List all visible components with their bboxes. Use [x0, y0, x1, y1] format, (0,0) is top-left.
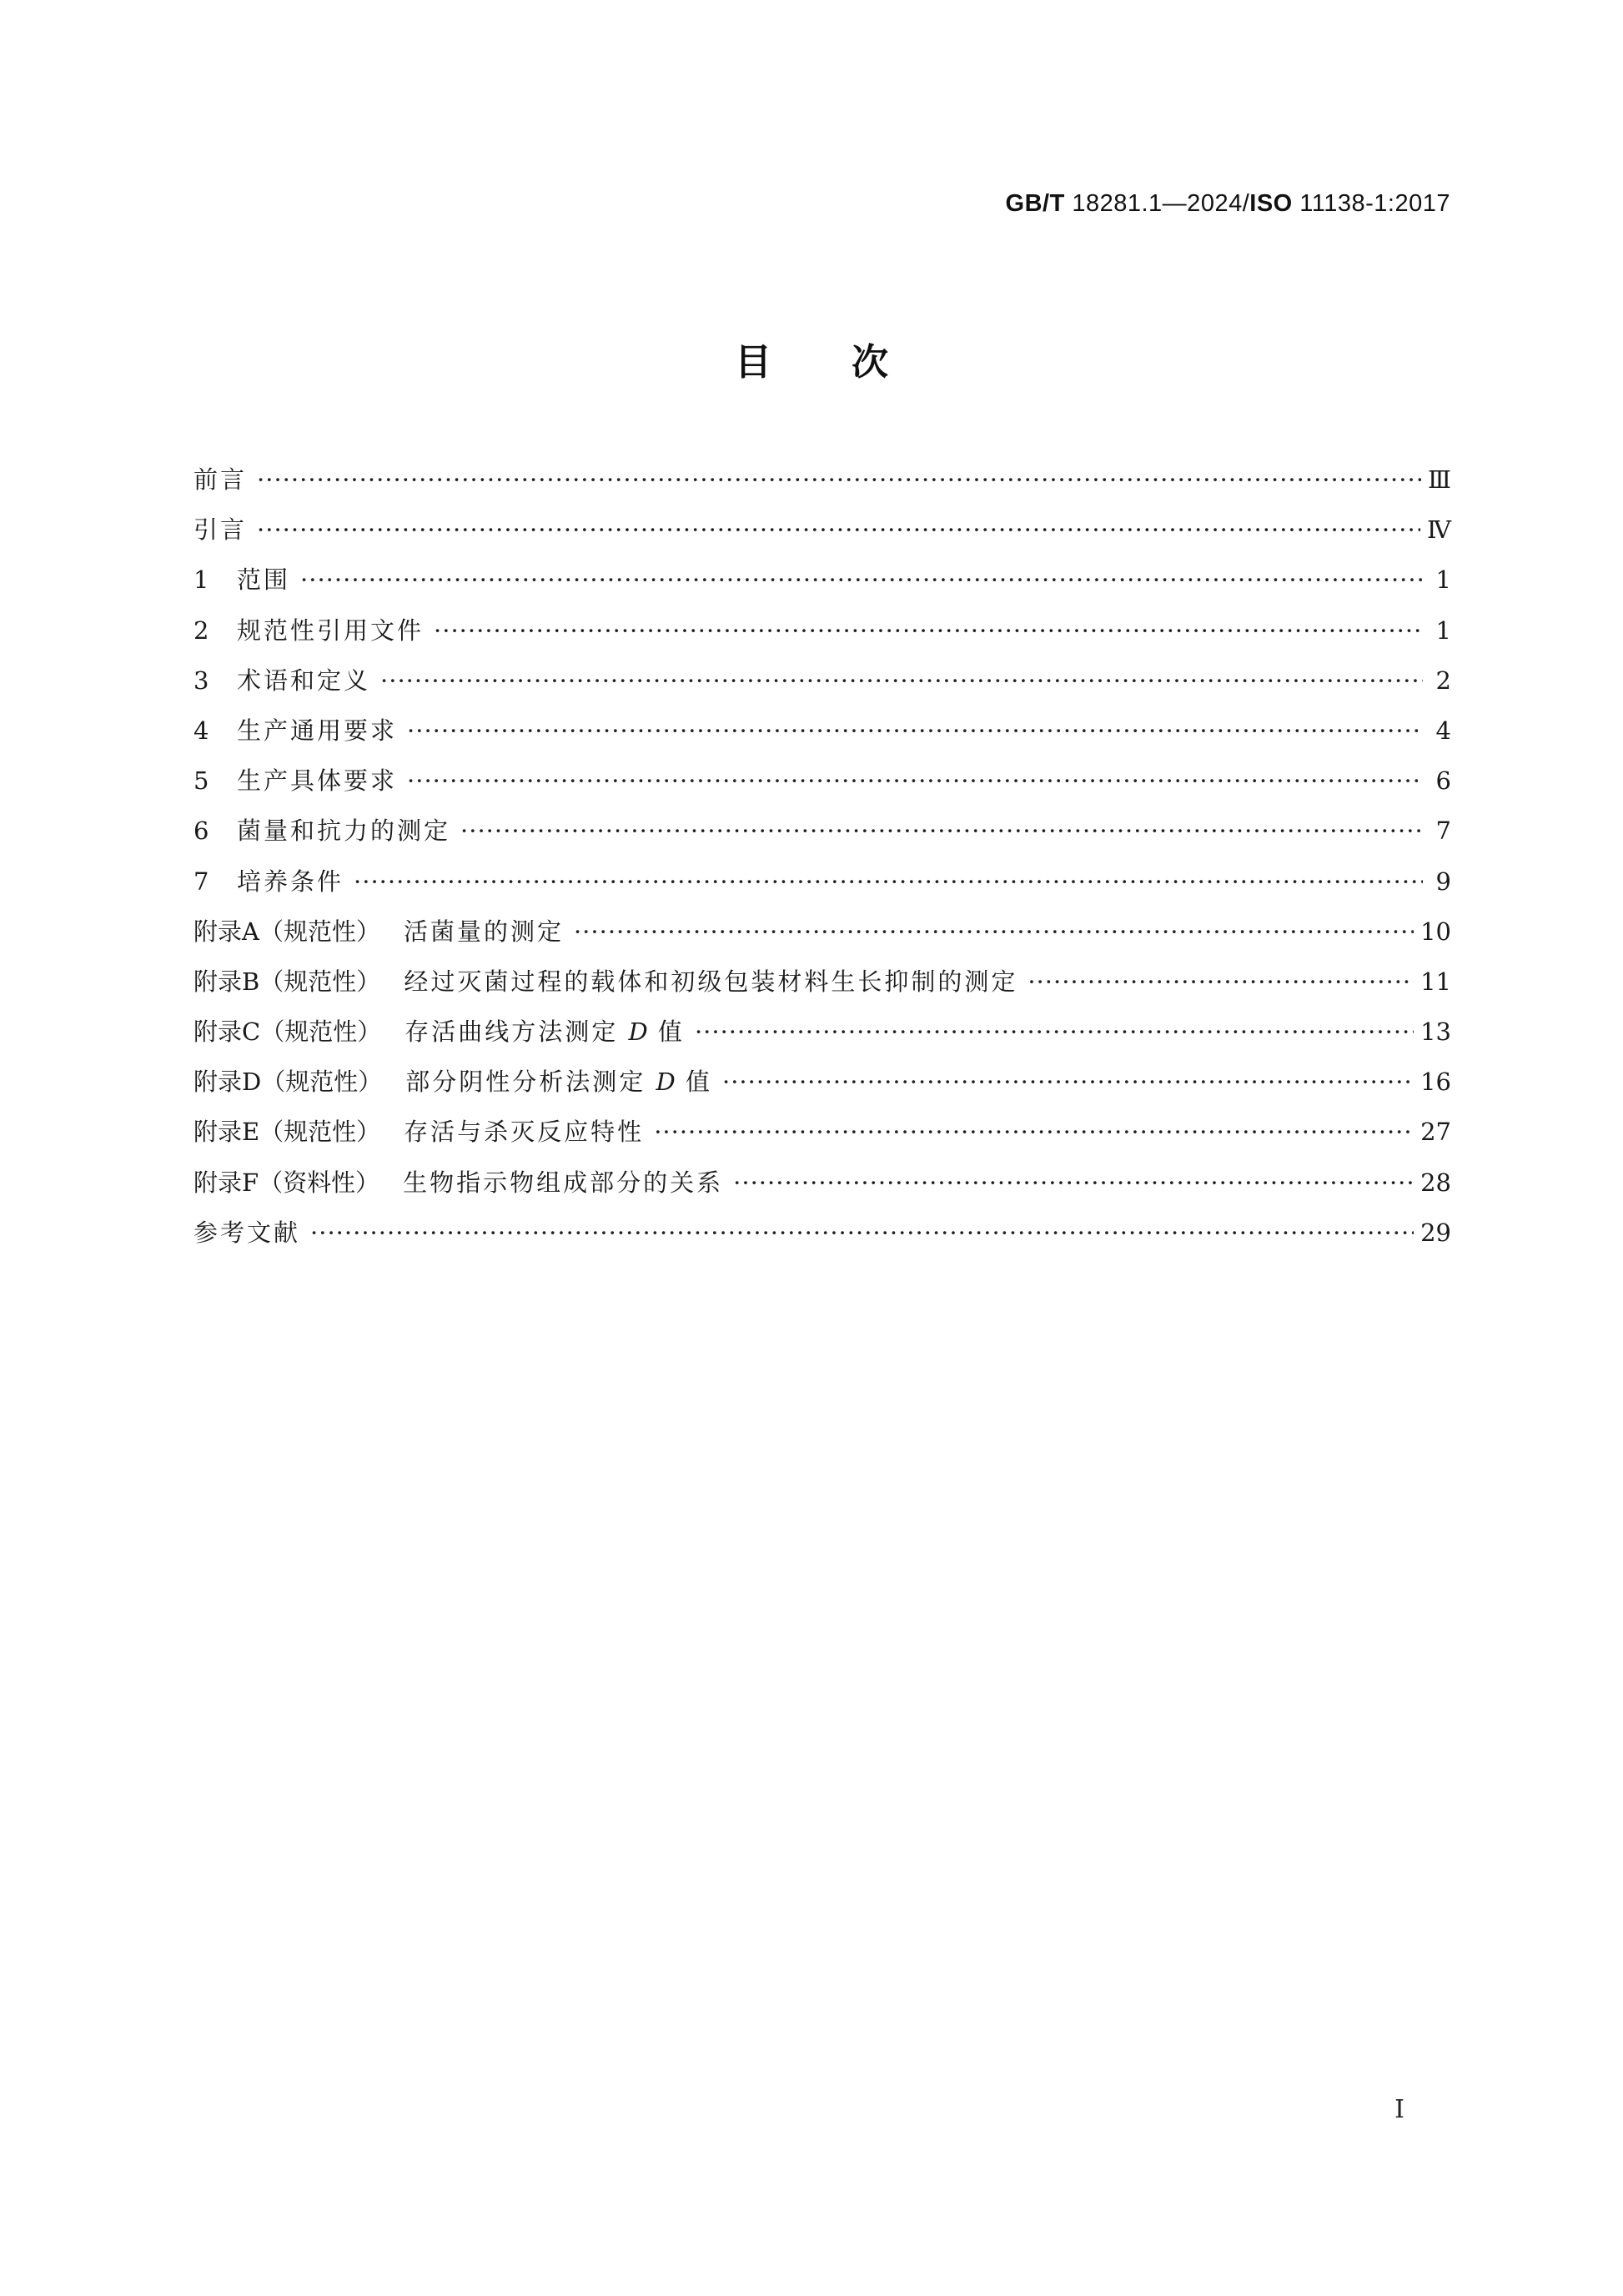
- toc-appendix-tag: 附录C（规范性）: [193, 1017, 382, 1047]
- toc-entry-label: 参考文献: [193, 1218, 301, 1247]
- toc-entry-label: 术语和定义: [237, 666, 371, 695]
- toc-entry-label: 存活与杀灭反应特性: [404, 1118, 645, 1147]
- toc-dot-leader: [354, 865, 1423, 898]
- toc-entry-section-5[interactable]: [193, 764, 1451, 814]
- toc-dot-leader: [733, 1166, 1414, 1199]
- toc-entry-section-4[interactable]: [193, 714, 1451, 764]
- toc-entry-number: 7: [193, 867, 209, 896]
- toc-label-text: 存活曲线方法测定: [404, 1017, 619, 1047]
- toc-dot-leader: [460, 814, 1423, 847]
- toc-entry-appendix-a[interactable]: [193, 915, 1451, 965]
- toc-dot-leader: [407, 714, 1423, 747]
- toc-dot-leader: [1028, 965, 1414, 998]
- toc-entry-number: 4: [193, 716, 209, 745]
- toc-appendix-tag: 附录A（规范性）: [193, 917, 380, 946]
- toc-entry-label: 引言: [193, 515, 248, 545]
- toc-label-text: 部分阴性分析法测定: [405, 1068, 646, 1097]
- toc-entry-page: 1: [1435, 615, 1451, 645]
- toc-entry-section-3[interactable]: [193, 664, 1451, 714]
- toc-entry-page: 4: [1435, 716, 1451, 745]
- toc-entry-section-2[interactable]: [193, 614, 1451, 664]
- toc-entry-label: 活菌量的测定: [403, 917, 564, 946]
- toc-appendix-tag: 附录B（规范性）: [193, 967, 381, 996]
- toc-entry-section-1[interactable]: [193, 563, 1451, 613]
- toc-label-symbol: D: [656, 1068, 676, 1097]
- toc-entry-label: 生产通用要求: [237, 716, 398, 745]
- toc-dot-leader: [380, 664, 1423, 697]
- toc-entry-page: 2: [1435, 666, 1451, 695]
- toc-dot-leader: [654, 1115, 1414, 1148]
- toc-entry-page: 28: [1420, 1168, 1451, 1197]
- toc-entry-number: 6: [193, 816, 209, 846]
- toc-entry-foreword[interactable]: [193, 463, 1451, 513]
- toc-entry-page: Ⅲ: [1428, 465, 1451, 494]
- toc-entry-section-6[interactable]: [193, 814, 1451, 864]
- toc-label-text: 值: [685, 1068, 712, 1097]
- toc-entry-page: Ⅳ: [1427, 515, 1451, 545]
- standard-prefix: GB/T: [1005, 190, 1065, 217]
- toc-entry-appendix-e[interactable]: [193, 1115, 1451, 1165]
- page-title: 目次: [735, 341, 968, 384]
- toc-entry-appendix-c[interactable]: [193, 1015, 1451, 1065]
- toc-entry-label: 生产具体要求: [237, 766, 398, 796]
- standard-number: 18281.1—2024/: [1072, 190, 1250, 217]
- toc-dot-leader: [310, 1216, 1414, 1249]
- toc-entry-number: 5: [193, 766, 209, 796]
- standard-code: [1006, 190, 1450, 218]
- toc-entry-label: 规范性引用文件: [237, 615, 425, 645]
- toc-entry-page: 6: [1435, 766, 1451, 796]
- toc-entry-page: 27: [1420, 1118, 1451, 1147]
- toc-entry-number: 1: [193, 565, 209, 595]
- toc-entry-label: 菌量和抗力的测定: [237, 816, 451, 846]
- toc-entry-page: 13: [1420, 1017, 1451, 1047]
- toc-dot-leader: [695, 1015, 1414, 1048]
- toc-dot-leader: [434, 614, 1423, 647]
- toc-entry-page: 29: [1420, 1218, 1451, 1247]
- toc-entry-appendix-d[interactable]: [193, 1065, 1451, 1115]
- toc-dot-leader: [257, 513, 1420, 546]
- toc-entry-label: 范围: [237, 565, 291, 595]
- toc-appendix-tag: 附录F（资料性）: [193, 1168, 380, 1197]
- toc-entry-label: [404, 1015, 685, 1048]
- page-number: Ⅰ: [1394, 2095, 1404, 2124]
- toc-entry-number: 3: [193, 666, 209, 695]
- toc-entry-page: 7: [1435, 816, 1451, 846]
- toc-appendix-tag: 附录D（规范性）: [193, 1068, 383, 1097]
- toc-entry-label: [405, 1065, 712, 1098]
- toc-entry-references[interactable]: [193, 1216, 1451, 1266]
- toc-label-symbol: D: [628, 1017, 648, 1047]
- toc-dot-leader: [722, 1065, 1414, 1098]
- toc-dot-leader: [407, 764, 1423, 797]
- toc-entry-page: 11: [1420, 967, 1451, 996]
- toc-label-text: 值: [657, 1017, 685, 1047]
- toc-entry-appendix-f[interactable]: [193, 1166, 1451, 1216]
- toc-entry-page: 10: [1420, 917, 1451, 946]
- toc-entry-label: 生物指示物组成部分的关系: [403, 1168, 724, 1197]
- toc-entry-number: 2: [193, 615, 209, 645]
- table-of-contents: [193, 463, 1451, 1266]
- iso-number: 11138-1:2017: [1299, 190, 1450, 217]
- toc-entry-appendix-b[interactable]: [193, 965, 1451, 1015]
- toc-entry-label: 培养条件: [237, 867, 344, 896]
- toc-dot-leader: [300, 563, 1423, 596]
- toc-entry-page: 9: [1435, 867, 1451, 896]
- toc-entry-page: 1: [1435, 565, 1451, 595]
- toc-dot-leader: [257, 463, 1421, 496]
- toc-entry-introduction[interactable]: [193, 513, 1451, 563]
- toc-entry-section-7[interactable]: [193, 865, 1451, 915]
- toc-appendix-tag: 附录E（规范性）: [193, 1118, 381, 1147]
- iso-prefix: ISO: [1249, 190, 1293, 217]
- toc-dot-leader: [574, 915, 1414, 948]
- toc-entry-label: 经过灭菌过程的载体和初级包装材料生长抑制的测定: [404, 967, 1018, 996]
- toc-entry-page: 16: [1420, 1068, 1451, 1097]
- toc-entry-label: 前言: [193, 465, 248, 494]
